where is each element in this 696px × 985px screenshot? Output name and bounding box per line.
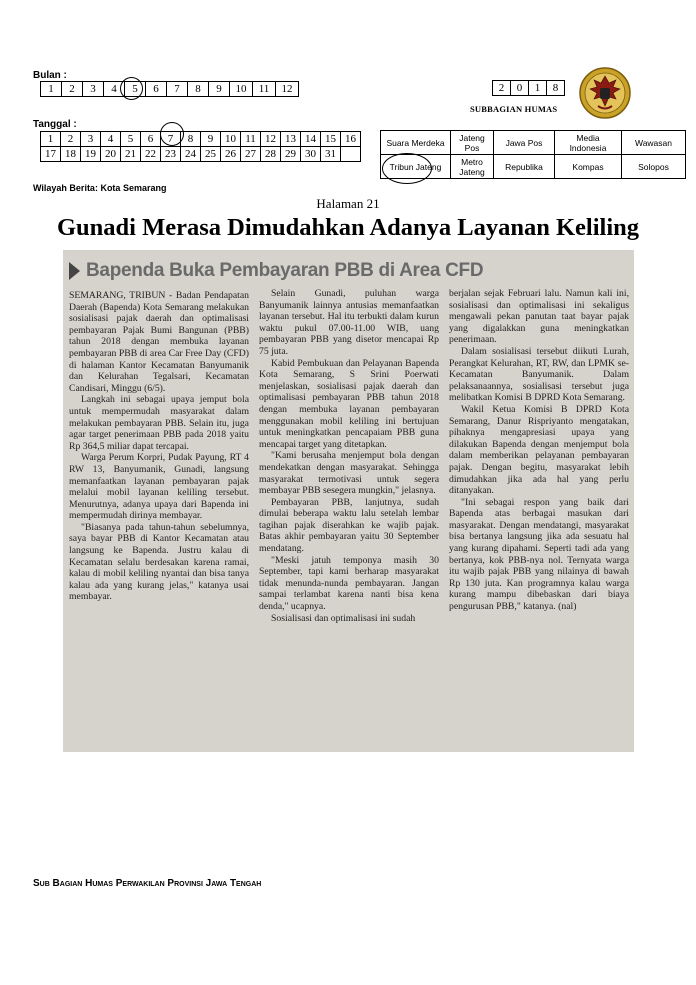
bulan-cell: 9	[209, 82, 230, 97]
tanggal-cell: 6	[141, 132, 161, 147]
tanggal-cell: 21	[121, 147, 141, 162]
article-column-2	[259, 288, 439, 624]
selected-media-circle	[382, 153, 432, 184]
media-cell: Republika	[494, 155, 555, 179]
year-digit: 2	[493, 81, 511, 96]
bulan-cell: 5	[125, 82, 146, 97]
tanggal-cell: 4	[101, 132, 121, 147]
tanggal-table	[40, 131, 361, 162]
media-cell: Suara Merdeka	[381, 131, 451, 155]
page-number: Halaman 21	[316, 196, 380, 211]
clip-title-text: Bapenda Buka Pembayaran PBB di Area CFD	[86, 260, 484, 281]
article-paragraph: Pembayaran PBB, lanjutnya, sudah dimulai beberapa waktu lalu setelah lembar tagihan pajak diserahkan ke wajib pajak. Batas akhir pembayaran yaitu 30 September mendatang.	[259, 496, 439, 555]
tanggal-cell: 19	[81, 147, 101, 162]
tanggal-cell: 11	[241, 132, 261, 147]
tanggal-cell: 12	[261, 132, 281, 147]
media-cell: Jawa Pos	[494, 131, 555, 155]
tanggal-cell: 10	[221, 132, 241, 147]
bulan-cell: 6	[146, 82, 167, 97]
article-paragraph: Langkah ini sebagai upaya jemput bola untuk mempermudah masyarakat dalam melakukan pembayaran PBB. Selain itu, juga agar target penerimaan PBB pada 2018 yaitu Rp 364,5 miliar dapat tercapai.	[69, 394, 249, 452]
article-paragraph: "Meski jatuh temponya masih 30 September, tapi kami berharap masyarakat tidak menunda-nunda pembayaran. Jangan sampai terlambat karena nanti bisa kena denda," ucapnya.	[259, 554, 439, 613]
article-column-1	[69, 290, 249, 603]
wilayah-berita: Wilayah Berita: Kota Semarang	[33, 183, 167, 193]
media-cell: Solopos	[622, 155, 686, 179]
subbagian-humas-label: SUBBAGIAN HUMAS	[470, 104, 558, 114]
bulan-cell: 11	[253, 82, 276, 97]
tanggal-cell: 24	[181, 147, 201, 162]
tanggal-label: Tanggal :	[33, 119, 77, 130]
clip-title	[69, 256, 483, 286]
tanggal-cell: 8	[181, 132, 201, 147]
year-digit: 1	[529, 81, 547, 96]
tanggal-cell: 27	[241, 147, 261, 162]
bulan-cell: 2	[62, 82, 83, 97]
article-paragraph: Warga Perum Korpri, Pudak Payung, RT 4 RW 13, Banyumanik, Gunadi, langsung memanfaatkan layanan pembayaran pajak melalui mobil layanan keliling tersebut. Menurutnya, adanya upaya dari Bapenda ini mempermudah dirinya membayar.	[69, 452, 249, 522]
bulan-cell: 10	[230, 82, 253, 97]
tanggal-cell: 31	[321, 147, 341, 162]
article-paragraph: "Biasanya pada tahun-tahun sebelumnya, saya bayar PBB di Kantor Kecamatan atau langsung ke Bapenda. Justru kalau di Kecamatan selalu berdesakan karena ramai, kalau di mobil keliling nyantai dan bisa tanya kalau ada yang kurang jelas," katanya usai membayar.	[69, 521, 249, 603]
tanggal-cell: 25	[201, 147, 221, 162]
article-column-3	[449, 288, 629, 613]
article-paragraph: "Kami berusaha menjemput bola dengan mendekatkan dengan masyarakat. Sehingga masyarakat termotivasi untuk segera membayar PBB sesegera mungkin," jelasnya.	[259, 450, 439, 497]
tanggal-cell: 1	[41, 132, 61, 147]
article-paragraph: Dalam sosialisasi tersebut diikuti Lurah, Perangkat Kelurahan, RT, RW, dan LPMK se-Kecamatan Banyumanik. Dalam pelaksanaannya, sosialisasi tersebut juga melibatkan Komisi B DPRD Kota Semarang.	[449, 345, 629, 404]
tanggal-cell: 3	[81, 132, 101, 147]
article-paragraph: "Ini sebagai respon yang baik dari Bapenda atas berbagai masukan dari masyarakat. Dengan mendatangi, masyarakat bisa bertanya langsung jika ada sesuatu hal yang kurang dipahami. Seperti tadi ada yang bertanya, kok PBB-nya nol. Ternyata warga itu wajib pajak PBB yang nilainya di bawah Rp 130 juta. Kan programnya kalau warga kurang mampu dibebaskan dari biaya pengurusan PBB," katanya. (nal)	[449, 496, 629, 613]
tanggal-cell: 13	[281, 132, 301, 147]
tanggal-cell: 9	[201, 132, 221, 147]
article-paragraph: berjalan sejak Februari lalu. Namun kali ini, sosialisasi dan optimalisasi ini sekaligus mengawali pekan panutan taat bayar pajak yang digalakkan guna meningkatkan penerimaan.	[449, 288, 629, 346]
tanggal-cell: 14	[301, 132, 321, 147]
tanggal-cell: 15	[321, 132, 341, 147]
media-cell: Wawasan	[622, 131, 686, 155]
bulan-label: Bulan :	[33, 70, 67, 81]
tanggal-cell: 22	[141, 147, 161, 162]
tanggal-cell: 7	[161, 132, 181, 147]
tanggal-cell: 30	[301, 147, 321, 162]
tanggal-cell: 20	[101, 147, 121, 162]
headline: Gunadi Merasa Dimudahkan Adanya Layanan Keliling	[56, 214, 640, 241]
year-digit: 8	[547, 81, 565, 96]
media-cell: Jateng Pos	[451, 131, 494, 155]
tanggal-cell: 23	[161, 147, 181, 162]
bulan-cell: 7	[167, 82, 188, 97]
media-cell: Tribun Jateng	[381, 155, 451, 179]
year-table	[492, 80, 565, 96]
selected-date-circle	[160, 122, 184, 146]
bulan-table	[40, 81, 299, 97]
media-cell: Kompas	[555, 155, 622, 179]
garuda-emblem-icon	[578, 66, 632, 120]
media-cell: Media Indonesia	[555, 131, 622, 155]
tanggal-cell: 5	[121, 132, 141, 147]
article-paragraph: Selain Gunadi, puluhan warga Banyumanik lainnya antusias memanfaatkan layanan tersebut. Hal itu terbukti dalam kurun waktu pukul 07.00-11.00 WIB, uang pembayaran PBB yang disetor mencapai Rp 75 juta.	[259, 288, 439, 357]
tanggal-cell: 28	[261, 147, 281, 162]
tanggal-cell: 16	[341, 132, 361, 147]
tanggal-cell: 29	[281, 147, 301, 162]
bulan-cell: 1	[41, 82, 62, 97]
year-digit: 0	[511, 81, 529, 96]
tanggal-cell	[341, 147, 361, 162]
bulan-cell: 4	[104, 82, 125, 97]
article-paragraph: Sosialisasi dan optimalisasi ini sudah	[271, 612, 416, 624]
bulan-cell: 12	[276, 82, 299, 97]
newspaper-clipping	[63, 250, 634, 752]
tanggal-cell: 17	[41, 147, 61, 162]
article-paragraph: Wakil Ketua Komisi B DPRD Kota Semarang, Danur Rispriyanto mengatakan, pihaknya mengapresiasi upaya yang dilakukan Bapenda dengan menjemput bola dalam memberikan pelayanan pembayaran pajak. Dengan begitu, masyarakat lebih dimudahkan jika ada hal yang perlu ditanyakan.	[449, 403, 629, 497]
bulan-cell: 3	[83, 82, 104, 97]
footer: Sub Bagian Humas Perwakilan Provinsi Jawa Tengah	[33, 878, 262, 889]
article-paragraph: Kabid Pembukuan dan Pelayanan Bapenda Kota Semarang, S Srini Poerwati menjelaskan, sosialisasi pajak daerah dan optimalisasi pembayaran PBB tahun 2018 dengan membuka layanan pembayaran menggunakan mobil keliling ini bertujuan untuk meningkatkan pencapaiam PBB guna mencapai target yang ditetapkan.	[259, 357, 439, 450]
media-cell: Metro Jateng	[451, 155, 494, 179]
bulan-cell: 8	[188, 82, 209, 97]
selected-month-circle	[120, 77, 143, 100]
arrow-icon	[69, 262, 80, 280]
tanggal-cell: 18	[61, 147, 81, 162]
tanggal-cell: 2	[61, 132, 81, 147]
article-paragraph: SEMARANG, TRIBUN - Badan Pendapatan Daerah (Bapenda) Kota Semarang melakukan sosialisasi pajak daerah dan optimalisasi pembayaran Pajak Bumi Bangunan (PBB) tahun 2018 dengan membuka layanan pembayaran PBB di area Car Free Day (CFD) di halaman Kantor Kecamatan Banyumanik dan Kelurahan Tegalsari, Kecamatan Candisari, Minggu (6/5).	[69, 290, 249, 394]
tanggal-cell: 26	[221, 147, 241, 162]
